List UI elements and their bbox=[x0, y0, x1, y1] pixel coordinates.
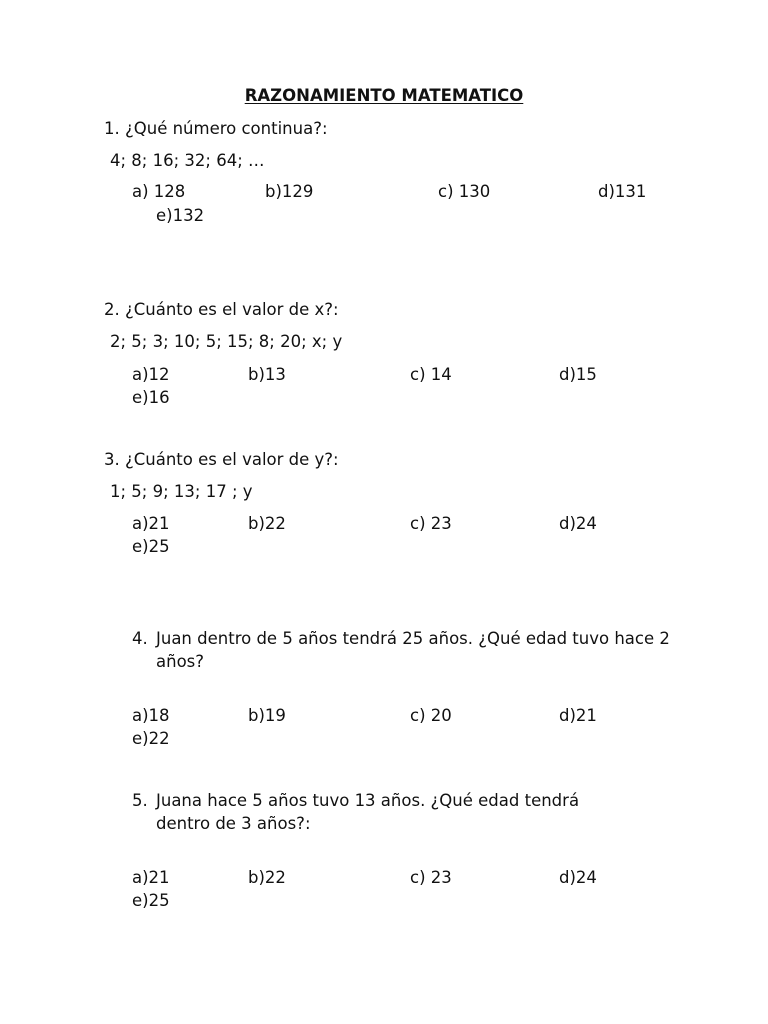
question-2-option-e: e)16 bbox=[132, 388, 170, 407]
question-4-option-e: e)22 bbox=[132, 729, 170, 748]
question-3-option-d: d)24 bbox=[559, 514, 597, 533]
question-5-option-e: e)25 bbox=[132, 891, 170, 910]
question-3-option-e: e)25 bbox=[132, 537, 170, 556]
question-4-number: 4. bbox=[132, 629, 148, 648]
question-4-options bbox=[132, 705, 732, 729]
question-4-option-c: c) 20 bbox=[410, 706, 452, 725]
question-4-prompt bbox=[132, 627, 672, 673]
question-5-option-b: b)22 bbox=[248, 868, 286, 887]
question-2-options bbox=[132, 364, 732, 388]
question-3-option-b: b)22 bbox=[248, 514, 286, 533]
question-1-options bbox=[132, 181, 732, 205]
question-3-sequence: 1; 5; 9; 13; 17 ; y bbox=[110, 482, 253, 501]
question-1-option-e: e)132 bbox=[156, 206, 205, 225]
question-5-option-d: d)24 bbox=[559, 868, 597, 887]
question-5-text: Juana hace 5 años tuvo 13 años. ¿Qué edad tendrá dentro de 3 años?: bbox=[156, 791, 580, 833]
question-1-option-d: d)131 bbox=[598, 182, 647, 201]
question-4-text: Juan dentro de 5 años tendrá 25 años. ¿Qué edad tuvo hace 2 años? bbox=[156, 629, 670, 671]
question-5-number: 5. bbox=[132, 791, 148, 810]
question-2-option-a: a)12 bbox=[132, 365, 170, 384]
question-1-sequence: 4; 8; 16; 32; 64; … bbox=[110, 151, 265, 170]
question-2-option-b: b)13 bbox=[248, 365, 286, 384]
question-3-option-c: c) 23 bbox=[410, 514, 452, 533]
question-4-option-d: d)21 bbox=[559, 706, 597, 725]
question-1-option-c: c) 130 bbox=[438, 182, 491, 201]
question-1-prompt: 1. ¿Qué número continua?: bbox=[104, 119, 328, 138]
question-2-option-d: d)15 bbox=[559, 365, 597, 384]
question-5-option-a: a)21 bbox=[132, 868, 170, 887]
question-3-prompt: 3. ¿Cuánto es el valor de y?: bbox=[104, 450, 339, 469]
question-2-prompt: 2. ¿Cuánto es el valor de x?: bbox=[104, 300, 339, 319]
document-title: RAZONAMIENTO MATEMATICO bbox=[244, 86, 524, 105]
question-2-sequence: 2; 5; 3; 10; 5; 15; 8; 20; x; y bbox=[110, 332, 343, 351]
question-4-option-a: a)18 bbox=[132, 706, 170, 725]
question-5-prompt bbox=[132, 789, 632, 835]
question-5-options bbox=[132, 867, 732, 891]
question-1-option-b: b)129 bbox=[265, 182, 314, 201]
question-2-option-c: c) 14 bbox=[410, 365, 452, 384]
question-3-options bbox=[132, 513, 732, 537]
question-3-option-a: a)21 bbox=[132, 514, 170, 533]
question-5-option-c: c) 23 bbox=[410, 868, 452, 887]
question-4-option-b: b)19 bbox=[248, 706, 286, 725]
question-1-option-a: a) 128 bbox=[132, 182, 186, 201]
